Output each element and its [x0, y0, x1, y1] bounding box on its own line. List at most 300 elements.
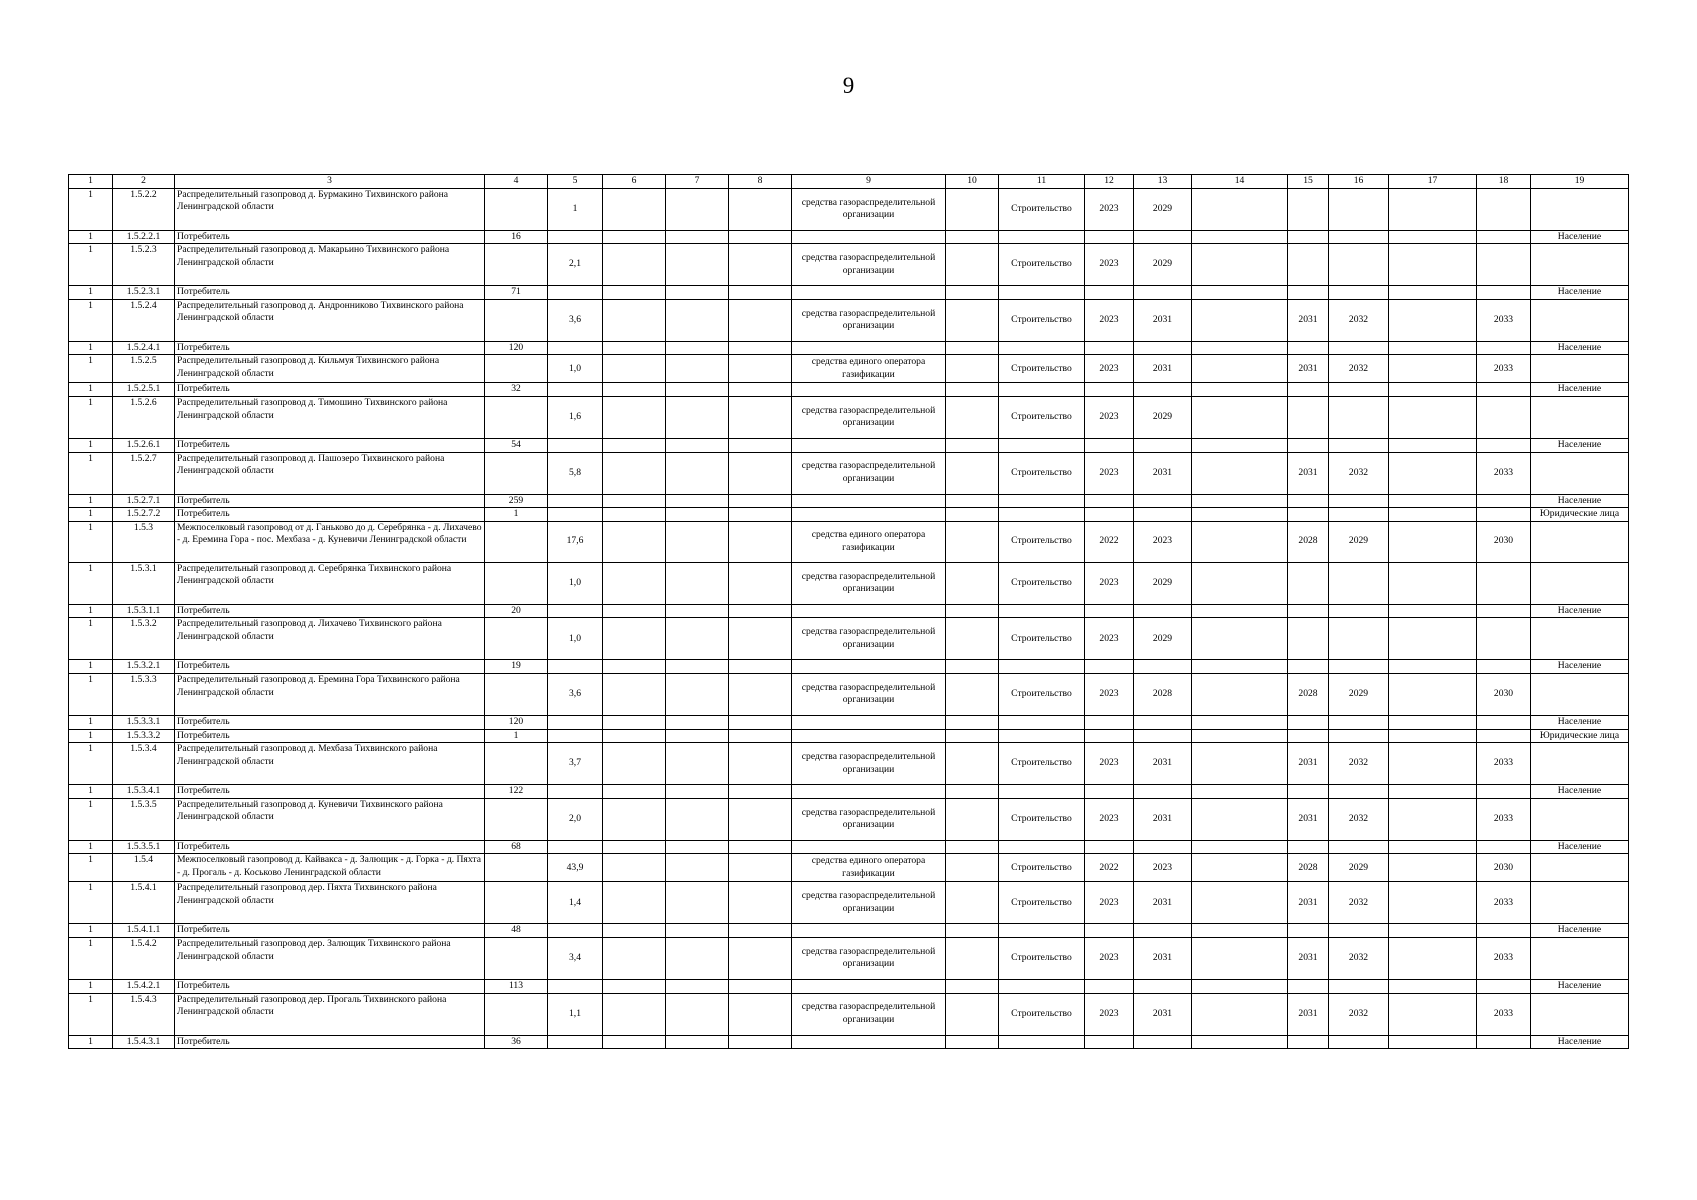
table-cell: [792, 438, 946, 452]
table-cell: [1477, 383, 1531, 397]
table-cell: [666, 355, 729, 383]
table-cell: [603, 924, 666, 938]
table-cell: 1.5.2.3: [113, 244, 175, 286]
table-cell: 1.5.2.2.1: [113, 230, 175, 244]
page-number: 9: [842, 73, 855, 98]
table-cell: [999, 341, 1085, 355]
table-cell: [1531, 673, 1629, 715]
table-cell: Потребитель: [175, 508, 485, 522]
table-cell: [946, 494, 999, 508]
table-cell: [666, 618, 729, 660]
table-cell: [666, 286, 729, 300]
table-cell: [1134, 729, 1192, 743]
consumer-row: [69, 729, 1629, 743]
table-cell: [1288, 729, 1329, 743]
table-cell: средства единого оператора газификации: [792, 521, 946, 562]
table-cell: [792, 1035, 946, 1049]
table-cell: [729, 508, 792, 522]
table-cell: [1329, 396, 1389, 438]
table-cell: [1531, 854, 1629, 882]
table-cell: 1.5.4.2: [113, 937, 175, 979]
table-cell: Строительство: [999, 452, 1085, 494]
table-cell: [1477, 715, 1531, 729]
table-cell: [1288, 1035, 1329, 1049]
table-cell: [729, 562, 792, 604]
table-cell: [548, 729, 603, 743]
table-cell: [485, 562, 548, 604]
table-cell: Потребитель: [175, 660, 485, 674]
table-cell: [1134, 924, 1192, 938]
table-cell: [1192, 230, 1288, 244]
table-header-row: [69, 175, 1629, 189]
column-header: 17: [1389, 175, 1477, 189]
object-row: [69, 562, 1629, 604]
table-cell: 2023: [1085, 743, 1134, 785]
table-cell: [666, 230, 729, 244]
table-cell: [1134, 286, 1192, 300]
table-cell: [999, 286, 1085, 300]
consumer-row: [69, 383, 1629, 397]
table-cell: [603, 854, 666, 882]
table-cell: 48: [485, 924, 548, 938]
table-cell: [792, 715, 946, 729]
table-cell: [946, 854, 999, 882]
table-cell: Население: [1531, 785, 1629, 799]
table-cell: [1085, 979, 1134, 993]
table-cell: [946, 604, 999, 618]
table-cell: [1389, 562, 1477, 604]
table-cell: [1192, 452, 1288, 494]
column-header: 10: [946, 175, 999, 189]
table-cell: 1.5.3.5: [113, 798, 175, 840]
table-cell: [548, 979, 603, 993]
object-row: [69, 798, 1629, 840]
table-cell: средства газораспределительной организации: [792, 743, 946, 785]
table-cell: [1531, 521, 1629, 562]
table-cell: 2029: [1134, 396, 1192, 438]
table-cell: [1192, 341, 1288, 355]
consumer-row: [69, 979, 1629, 993]
table-cell: 1: [69, 438, 113, 452]
table-cell: [1192, 882, 1288, 924]
table-cell: Население: [1531, 604, 1629, 618]
table-cell: [666, 729, 729, 743]
object-row: [69, 299, 1629, 341]
table-cell: [1329, 840, 1389, 854]
table-cell: [1085, 494, 1134, 508]
table-cell: средства газораспределительной организации: [792, 673, 946, 715]
table-cell: [666, 188, 729, 230]
table-cell: [729, 299, 792, 341]
table-cell: 2030: [1477, 673, 1531, 715]
table-cell: [548, 604, 603, 618]
table-cell: [1134, 604, 1192, 618]
table-cell: [1477, 562, 1531, 604]
table-cell: Распределительный газопровод д. Куневичи Тихвинского района Ленинградской области: [175, 798, 485, 840]
table-cell: [1477, 244, 1531, 286]
table-cell: 1.5.2.5.1: [113, 383, 175, 397]
table-cell: Потребитель: [175, 924, 485, 938]
table-cell: [1389, 604, 1477, 618]
table-cell: [1477, 341, 1531, 355]
table-cell: 2031: [1134, 882, 1192, 924]
table-cell: Распределительный газопровод д. Андронниково Тихвинского района Ленинградской области: [175, 299, 485, 341]
table-cell: [666, 508, 729, 522]
table-cell: 1.5.3.4.1: [113, 785, 175, 799]
object-row: [69, 673, 1629, 715]
table-cell: [1389, 508, 1477, 522]
table-cell: Межпоселковый газопровод д. Кайвакса - д. Залющик - д. Горка - д. Пяхта - д. Прогаль - д. Коськово Ленинградской области: [175, 854, 485, 882]
table-cell: [946, 743, 999, 785]
table-cell: [1531, 452, 1629, 494]
table-cell: [1288, 508, 1329, 522]
consumer-row: [69, 840, 1629, 854]
table-cell: [1531, 743, 1629, 785]
table-cell: [1389, 438, 1477, 452]
table-cell: [1477, 188, 1531, 230]
table-cell: [1389, 937, 1477, 979]
table-cell: [1192, 383, 1288, 397]
consumer-row: [69, 785, 1629, 799]
table-cell: [666, 299, 729, 341]
table-cell: [603, 341, 666, 355]
table-cell: [603, 785, 666, 799]
table-cell: [1288, 494, 1329, 508]
consumer-row: [69, 508, 1629, 522]
table-cell: Население: [1531, 341, 1629, 355]
table-cell: 2031: [1134, 993, 1192, 1035]
table-cell: Население: [1531, 840, 1629, 854]
table-cell: [1192, 854, 1288, 882]
table-cell: 1: [69, 604, 113, 618]
table-cell: [1389, 882, 1477, 924]
table-cell: [946, 882, 999, 924]
table-cell: 3,4: [548, 937, 603, 979]
table-cell: [1085, 508, 1134, 522]
table-cell: [1288, 188, 1329, 230]
table-cell: [729, 1035, 792, 1049]
column-header: 11: [999, 175, 1085, 189]
table-cell: [729, 937, 792, 979]
table-cell: 2,0: [548, 798, 603, 840]
table-cell: [946, 924, 999, 938]
table-cell: [792, 508, 946, 522]
column-header: 18: [1477, 175, 1531, 189]
table-cell: [1134, 979, 1192, 993]
table-cell: [1329, 618, 1389, 660]
table-cell: средства газораспределительной организации: [792, 882, 946, 924]
table-cell: [1329, 230, 1389, 244]
table-cell: [1134, 508, 1192, 522]
table-cell: 1.5.3.1.1: [113, 604, 175, 618]
table-cell: [1389, 924, 1477, 938]
table-cell: [548, 924, 603, 938]
table-cell: [485, 618, 548, 660]
table-cell: Строительство: [999, 993, 1085, 1035]
table-cell: [485, 854, 548, 882]
table-cell: [1329, 383, 1389, 397]
table-cell: [603, 286, 666, 300]
table-cell: 2033: [1477, 993, 1531, 1035]
table-cell: Потребитель: [175, 715, 485, 729]
table-cell: 2031: [1134, 355, 1192, 383]
table-cell: [1329, 562, 1389, 604]
table-cell: [1134, 785, 1192, 799]
table-cell: [666, 937, 729, 979]
table-cell: Население: [1531, 660, 1629, 674]
table-cell: [1192, 618, 1288, 660]
table-cell: [1192, 396, 1288, 438]
table-cell: 2031: [1134, 937, 1192, 979]
table-cell: [946, 715, 999, 729]
table-cell: 1: [69, 341, 113, 355]
object-row: [69, 743, 1629, 785]
table-cell: 1.5.2.4: [113, 299, 175, 341]
table-cell: [1531, 396, 1629, 438]
object-row: [69, 188, 1629, 230]
table-cell: [603, 452, 666, 494]
table-cell: [485, 355, 548, 383]
table-cell: Юридические лица: [1531, 729, 1629, 743]
table-cell: 1.5.2.6: [113, 396, 175, 438]
table-cell: [1531, 244, 1629, 286]
table-cell: [1389, 979, 1477, 993]
table-cell: [1192, 937, 1288, 979]
table-cell: [729, 494, 792, 508]
table-cell: Потребитель: [175, 729, 485, 743]
table-cell: [729, 438, 792, 452]
table-cell: [1389, 840, 1477, 854]
table-cell: [666, 882, 729, 924]
table-cell: [1389, 785, 1477, 799]
column-header: 2: [113, 175, 175, 189]
table-cell: 2033: [1477, 299, 1531, 341]
table-cell: [1329, 924, 1389, 938]
table-cell: [485, 299, 548, 341]
table-cell: 2028: [1288, 673, 1329, 715]
table-cell: 17,6: [548, 521, 603, 562]
table-cell: 2028: [1288, 854, 1329, 882]
consumer-row: [69, 604, 1629, 618]
table-cell: [1389, 660, 1477, 674]
table-cell: Строительство: [999, 299, 1085, 341]
column-header: 9: [792, 175, 946, 189]
table-cell: [946, 438, 999, 452]
table-cell: [548, 341, 603, 355]
table-cell: 2031: [1288, 937, 1329, 979]
table-cell: [946, 383, 999, 397]
table-cell: [603, 438, 666, 452]
table-cell: 2028: [1288, 521, 1329, 562]
table-cell: [946, 993, 999, 1035]
table-cell: 2031: [1134, 452, 1192, 494]
table-cell: 1: [485, 729, 548, 743]
table-cell: [729, 452, 792, 494]
table-cell: [666, 785, 729, 799]
table-cell: 1.5.4.1.1: [113, 924, 175, 938]
table-cell: [548, 383, 603, 397]
table-cell: 1: [69, 924, 113, 938]
table-cell: [1389, 299, 1477, 341]
table-cell: [729, 230, 792, 244]
table-cell: [485, 244, 548, 286]
column-header: 7: [666, 175, 729, 189]
table-cell: [1389, 715, 1477, 729]
table-cell: [1192, 299, 1288, 341]
table-cell: 36: [485, 1035, 548, 1049]
table-cell: 2032: [1329, 743, 1389, 785]
table-cell: [1192, 521, 1288, 562]
table-cell: 1.5.3.3: [113, 673, 175, 715]
table-cell: [999, 383, 1085, 397]
table-cell: [946, 230, 999, 244]
table-cell: 54: [485, 438, 548, 452]
table-cell: 2023: [1085, 452, 1134, 494]
table-cell: [1192, 494, 1288, 508]
table-cell: [666, 798, 729, 840]
table-cell: [603, 188, 666, 230]
table-cell: [729, 854, 792, 882]
table-cell: 2031: [1288, 882, 1329, 924]
table-cell: [485, 452, 548, 494]
table-cell: Население: [1531, 438, 1629, 452]
column-header: 4: [485, 175, 548, 189]
table-cell: Строительство: [999, 355, 1085, 383]
table-cell: [1288, 230, 1329, 244]
table-cell: [603, 299, 666, 341]
table-cell: средства газораспределительной организации: [792, 993, 946, 1035]
table-cell: [1477, 286, 1531, 300]
table-cell: средства газораспределительной организации: [792, 798, 946, 840]
table-cell: [999, 1035, 1085, 1049]
table-cell: 2033: [1477, 743, 1531, 785]
table-cell: 1.5.3.4: [113, 743, 175, 785]
table-cell: [548, 660, 603, 674]
table-cell: средства газораспределительной организации: [792, 618, 946, 660]
table-cell: [1329, 979, 1389, 993]
table-cell: [729, 882, 792, 924]
table-cell: 1.5.2.5: [113, 355, 175, 383]
table-cell: [1192, 660, 1288, 674]
table-cell: [999, 508, 1085, 522]
table-cell: 1: [69, 854, 113, 882]
table-cell: 2032: [1329, 355, 1389, 383]
table-cell: 122: [485, 785, 548, 799]
table-cell: Распределительный газопровод д. Бурмакино Тихвинского района Ленинградской области: [175, 188, 485, 230]
table-cell: 1.5.2.7.1: [113, 494, 175, 508]
table-cell: [1134, 715, 1192, 729]
table-cell: 1.5.4: [113, 854, 175, 882]
table-cell: [946, 562, 999, 604]
table-cell: [1134, 660, 1192, 674]
table-cell: [1389, 396, 1477, 438]
table-cell: [1085, 383, 1134, 397]
table-cell: Строительство: [999, 562, 1085, 604]
table-cell: [1329, 604, 1389, 618]
table-cell: 68: [485, 840, 548, 854]
table-cell: 1,0: [548, 618, 603, 660]
table-cell: Распределительный газопровод д. Тимошино Тихвинского района Ленинградской области: [175, 396, 485, 438]
table-cell: [603, 396, 666, 438]
table-cell: [485, 882, 548, 924]
table-cell: [1288, 562, 1329, 604]
table-cell: Строительство: [999, 743, 1085, 785]
table-cell: [1389, 798, 1477, 840]
table-cell: [1192, 438, 1288, 452]
table-cell: [1192, 562, 1288, 604]
table-cell: [485, 937, 548, 979]
table-cell: 1.5.4.2.1: [113, 979, 175, 993]
table-cell: [485, 798, 548, 840]
table-cell: Население: [1531, 286, 1629, 300]
table-cell: [1085, 341, 1134, 355]
object-row: [69, 452, 1629, 494]
table-cell: 2031: [1134, 798, 1192, 840]
table-cell: 1.5.3.3.2: [113, 729, 175, 743]
table-cell: Распределительный газопровод дер. Пяхта Тихвинского района Ленинградской области: [175, 882, 485, 924]
table-cell: 2032: [1329, 798, 1389, 840]
table-cell: 1.5.2.7: [113, 452, 175, 494]
table-cell: 2029: [1134, 562, 1192, 604]
table-cell: [729, 715, 792, 729]
table-cell: 1,0: [548, 562, 603, 604]
table-cell: 19: [485, 660, 548, 674]
table-cell: [1389, 729, 1477, 743]
table-cell: [603, 715, 666, 729]
table-cell: [485, 673, 548, 715]
table-cell: [1477, 729, 1531, 743]
table-cell: 2030: [1477, 521, 1531, 562]
column-header: 5: [548, 175, 603, 189]
table-cell: [729, 660, 792, 674]
table-cell: Распределительный газопровод д. Пашозеро Тихвинского района Ленинградской области: [175, 452, 485, 494]
table-cell: [729, 355, 792, 383]
table-cell: Распределительный газопровод д. Серебрянка Тихвинского района Ленинградской области: [175, 562, 485, 604]
table-cell: [603, 494, 666, 508]
table-cell: 1.5.3.3.1: [113, 715, 175, 729]
table-cell: [548, 840, 603, 854]
table-cell: Потребитель: [175, 840, 485, 854]
table-cell: средства газораспределительной организации: [792, 452, 946, 494]
table-cell: [1531, 618, 1629, 660]
table-cell: 1: [69, 840, 113, 854]
table-cell: Население: [1531, 494, 1629, 508]
table-cell: 2031: [1134, 299, 1192, 341]
table-cell: [999, 840, 1085, 854]
table-cell: [1192, 743, 1288, 785]
table-cell: 1: [69, 979, 113, 993]
table-cell: 2023: [1085, 937, 1134, 979]
table-cell: [946, 355, 999, 383]
table-cell: 2030: [1477, 854, 1531, 882]
table-cell: 1.5.2.7.2: [113, 508, 175, 522]
table-cell: Строительство: [999, 937, 1085, 979]
table-cell: 1: [69, 188, 113, 230]
table-cell: 2029: [1329, 854, 1389, 882]
table-cell: [1085, 438, 1134, 452]
table-cell: [1192, 286, 1288, 300]
table-cell: 1: [69, 937, 113, 979]
table-cell: [1192, 355, 1288, 383]
column-header: 15: [1288, 175, 1329, 189]
table-cell: 1: [69, 299, 113, 341]
consumer-row: [69, 438, 1629, 452]
table-cell: [1329, 1035, 1389, 1049]
table-cell: Население: [1531, 230, 1629, 244]
table-cell: Потребитель: [175, 438, 485, 452]
table-cell: [485, 993, 548, 1035]
table-cell: [1389, 286, 1477, 300]
